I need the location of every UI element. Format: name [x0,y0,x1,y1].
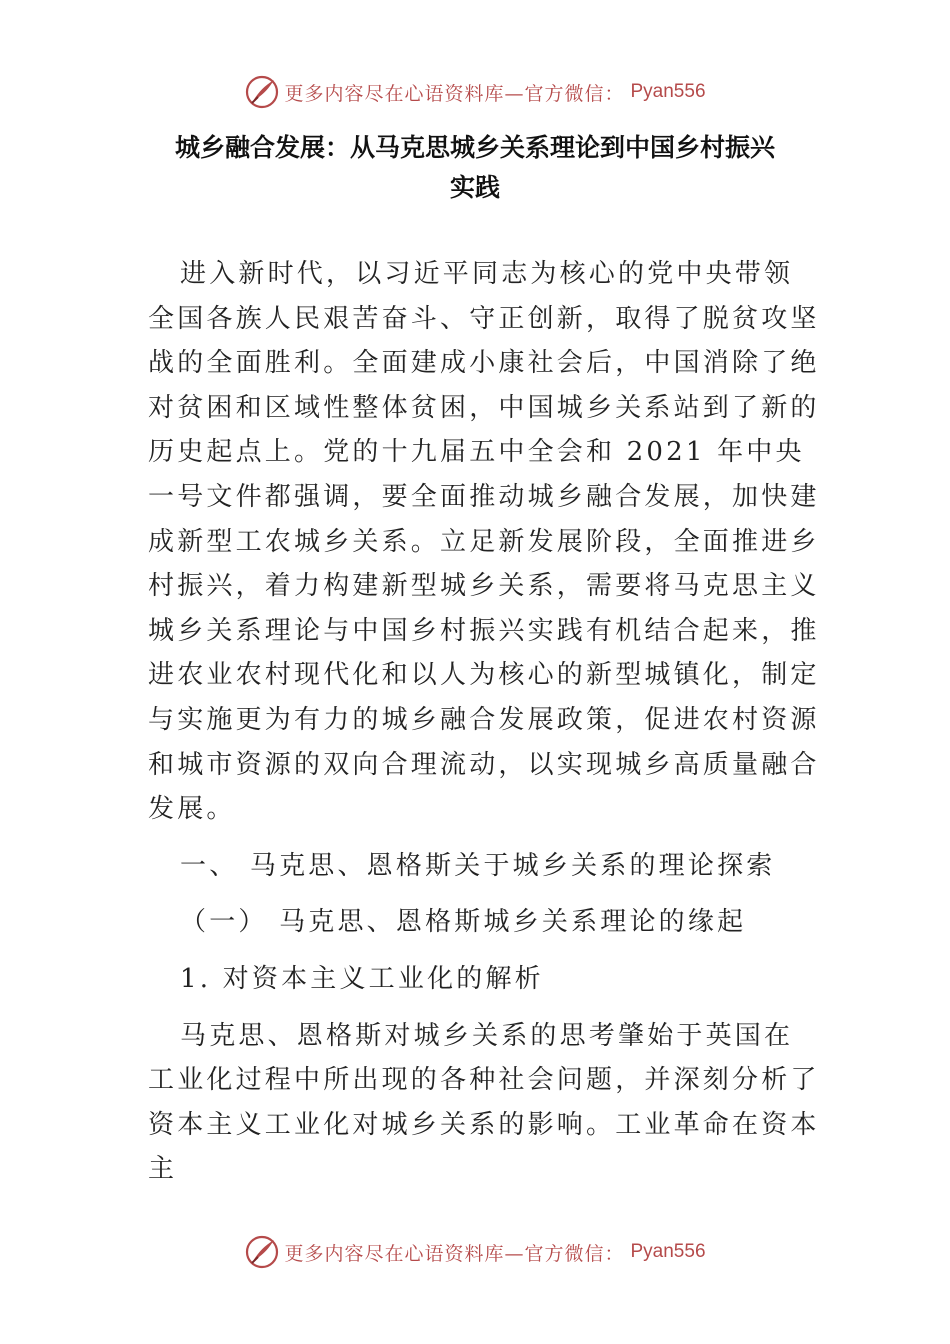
intro-paragraph: 进入新时代，以习近平同志为核心的党中央带领全国各族人民艰苦奋斗、守正创新，取得了脱贫攻坚战的全面胜利。全面建成小康社会后，中国消除了绝对贫困和区域性整体贫困，中国城乡关系站到了新的历史起点上。党的十九届五中全会和 2021 年中央一号文件都强调，要全面推动城乡融合发展，加快建成新型工农城乡关系。立足新发展阶段，全面推进乡村振兴，着力构建新型城乡关系，需要将马克思主义城乡关系理论与中国乡村振兴实践有机结合起来，推进农业农村现代化和以人为核心的新型城镇化，制定与实施更为有力的城乡融合发展政策，促进农村资源和城市资源的双向合理流动，以实现城乡高质量融合发展。 [148,259,820,825]
title-line-1: 城乡融合发展：从马克思城乡关系理论到中国乡村振兴 [174,133,775,162]
feather-logo-icon [244,74,280,110]
body-paragraph-2: 马克思、恩格斯对城乡关系的思考肇始于英国在工业化过程中所出现的各种社会问题，并深刻分析了资本主义工业化对城乡关系的影响。工业革命在资本主 [148,1020,820,1185]
footer-watermark [0,1232,950,1272]
header-watermark [0,72,950,112]
feather-logo-icon [244,1234,280,1270]
section-heading-1: 一、 马克思、恩格斯关于城乡关系的理论探索 [180,850,776,881]
subsubsection-heading-1: 1. 对资本主义工业化的解析 [180,963,544,994]
watermark-text: 更多内容尽在心语资料库—官方微信： [284,82,625,105]
document-title [120,128,830,208]
watermark-text: 更多内容尽在心语资料库—官方微信： [284,1242,625,1265]
subsection-heading-1: （一） 马克思、恩格斯城乡关系理论的缘起 [180,907,747,938]
watermark-wechat-id: Pyan556 [630,1241,706,1262]
document-body [148,252,820,1192]
watermark-wechat-id: Pyan556 [630,81,706,102]
title-line-2: 实践 [449,173,500,202]
